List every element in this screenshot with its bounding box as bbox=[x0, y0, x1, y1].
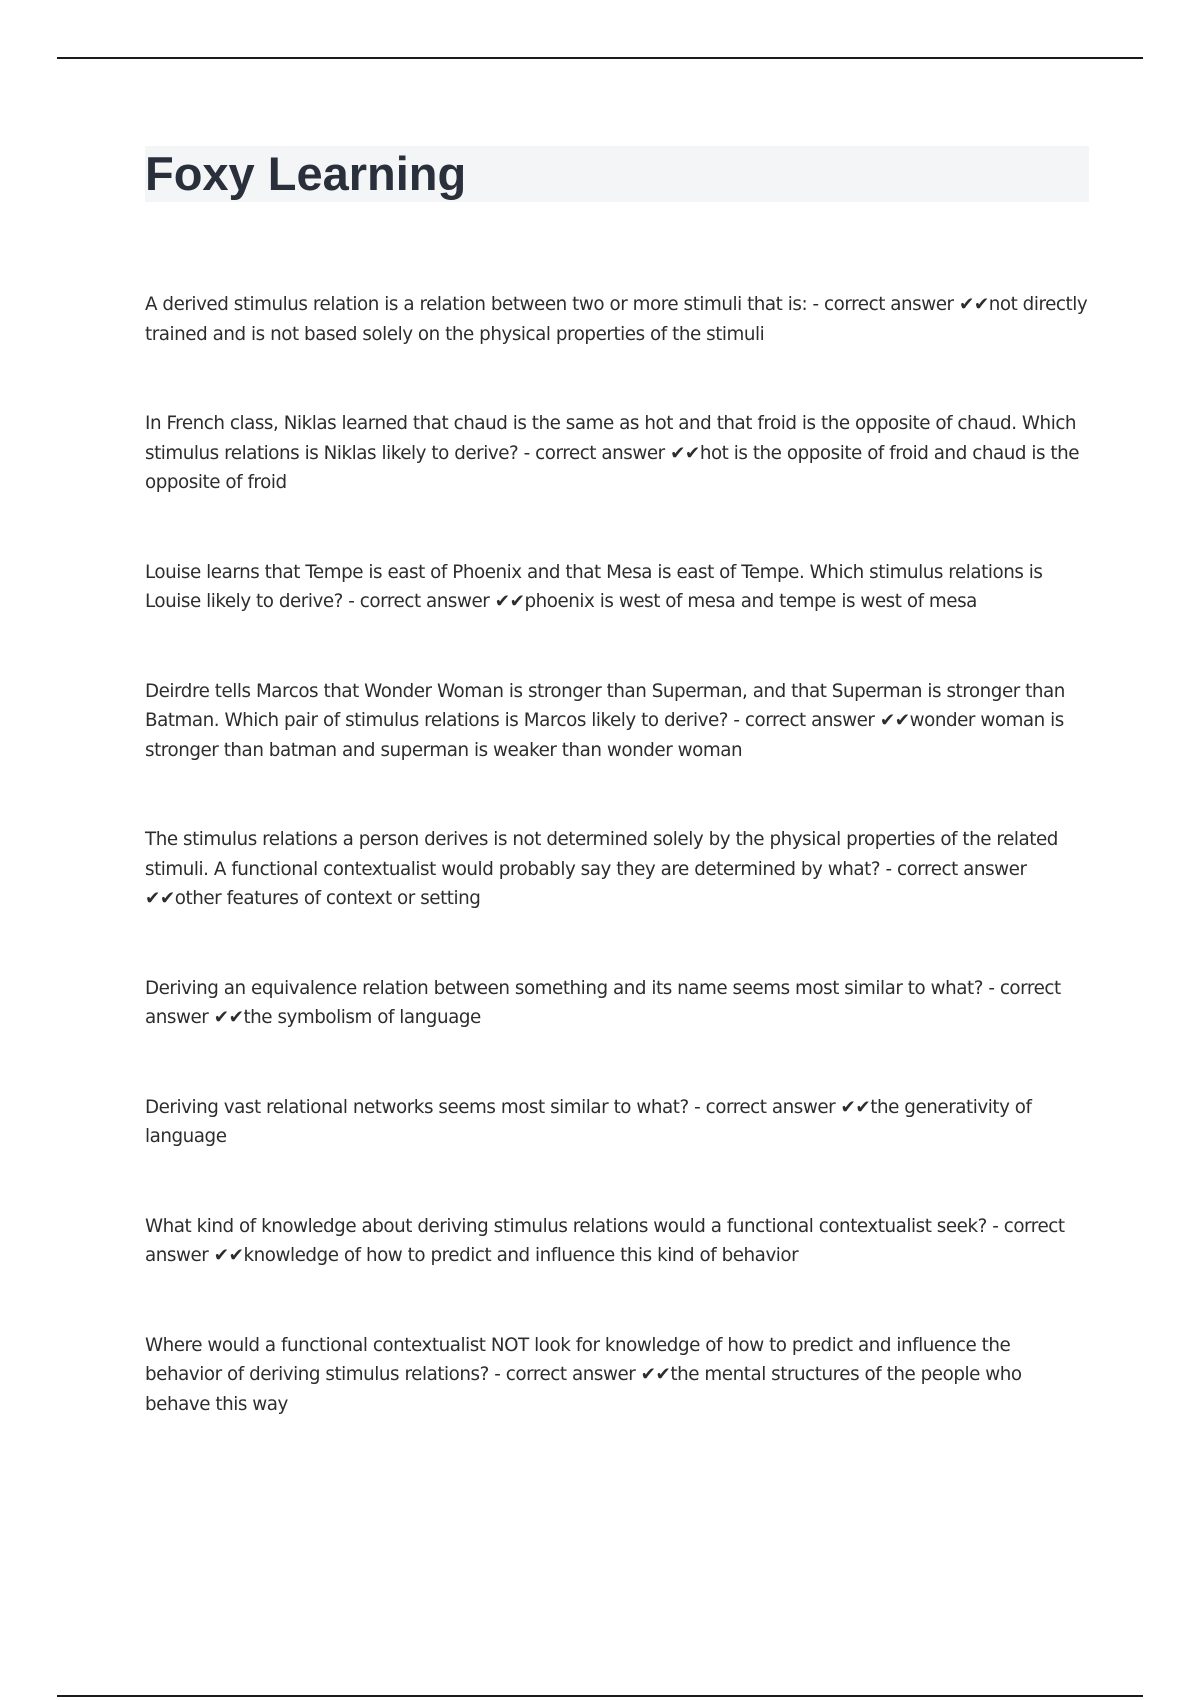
checkmark-icon: ✔✔ bbox=[670, 442, 700, 464]
question-text: Where would a functional contextualist NOT look for knowledge of how to predict and influence the behavior of deriving stimulus relations? bbox=[145, 1334, 1011, 1385]
checkmark-icon: ✔✔ bbox=[958, 294, 989, 315]
answer-text: phoenix is west of mesa and tempe is west of mesa bbox=[524, 591, 977, 612]
answer-separator: - correct answer bbox=[728, 710, 880, 731]
question-text: Deriving an equivalence relation between something and its name seems most similar to what? bbox=[145, 977, 983, 999]
answer-separator: - correct answer bbox=[342, 591, 495, 612]
answer-separator: - correct answer bbox=[518, 442, 671, 464]
question-text: In French class, Niklas learned that chaud is the same as hot and that froid is the opposite of chaud. Which stimulus relations is Niklas likely to derive? bbox=[145, 413, 1077, 464]
checkmark-icon: ✔✔ bbox=[213, 1007, 244, 1028]
qa-item bbox=[145, 290, 1090, 349]
qa-item bbox=[145, 677, 1090, 766]
answer-separator: - correct answer bbox=[688, 1096, 841, 1118]
answer-text: the mental structures of the people who behave this way bbox=[145, 1364, 1022, 1415]
answer-text: knowledge of how to predict and influence this kind of behavior bbox=[243, 1245, 799, 1266]
question-text: What kind of knowledge about deriving stimulus relations would a functional contextualist seek? bbox=[145, 1215, 987, 1237]
checkmark-icon: ✔✔ bbox=[640, 1364, 671, 1385]
answer-text: hot is the opposite of froid and chaud is the opposite of froid bbox=[145, 442, 1080, 493]
qa-item bbox=[145, 1093, 1090, 1152]
answer-separator: - correct answer bbox=[807, 294, 959, 315]
checkmark-icon: ✔✔ bbox=[145, 888, 175, 909]
qa-item bbox=[145, 825, 1090, 914]
checkmark-icon: ✔✔ bbox=[213, 1245, 244, 1266]
question-text: The stimulus relations a person derives is not determined solely by the physical properties of the related stimuli. A functional contextualist would probably say they are determined by what? bbox=[145, 829, 1058, 880]
answer-text: the symbolism of language bbox=[243, 1007, 481, 1028]
answer-text: other features of context or setting bbox=[174, 888, 481, 909]
answer-text: the generativity of language bbox=[145, 1096, 1032, 1147]
qa-list bbox=[145, 290, 1090, 1479]
question-text: Deriving vast relational networks seems most similar to what? bbox=[145, 1096, 689, 1118]
answer-separator: - correct answer bbox=[880, 858, 1027, 880]
checkmark-icon: ✔✔ bbox=[840, 1096, 871, 1118]
answer-separator: - correct answer bbox=[145, 977, 1061, 1028]
qa-item bbox=[145, 409, 1090, 498]
answer-text: wonder woman is stronger than batman and superman is weaker than wonder woman bbox=[145, 710, 1064, 761]
question-text: Deirdre tells Marcos that Wonder Woman is stronger than Superman, and that Superman is stronger than Batman. Which pair of stimulus relations is Marcos likely to derive? bbox=[145, 680, 1065, 731]
checkmark-icon: ✔✔ bbox=[879, 710, 910, 731]
answer-separator: - correct answer bbox=[145, 1215, 1065, 1266]
question-text: A derived stimulus relation is a relation between two or more stimuli that is: bbox=[145, 294, 808, 315]
qa-item bbox=[145, 974, 1090, 1033]
question-text: Louise learns that Tempe is east of Phoenix and that Mesa is east of Tempe. Which stimulus relations is Louise likely to derive? bbox=[145, 561, 1043, 612]
qa-item bbox=[145, 1331, 1090, 1420]
qa-item bbox=[145, 558, 1090, 617]
top-rule bbox=[57, 57, 1143, 59]
bottom-rule bbox=[57, 1695, 1143, 1697]
answer-text: not directly trained and is not based solely on the physical properties of the stimuli bbox=[145, 294, 1088, 345]
checkmark-icon: ✔✔ bbox=[494, 591, 525, 612]
qa-item bbox=[145, 1212, 1090, 1271]
document-title: Foxy Learning bbox=[145, 147, 467, 200]
answer-separator: - correct answer bbox=[488, 1364, 641, 1385]
